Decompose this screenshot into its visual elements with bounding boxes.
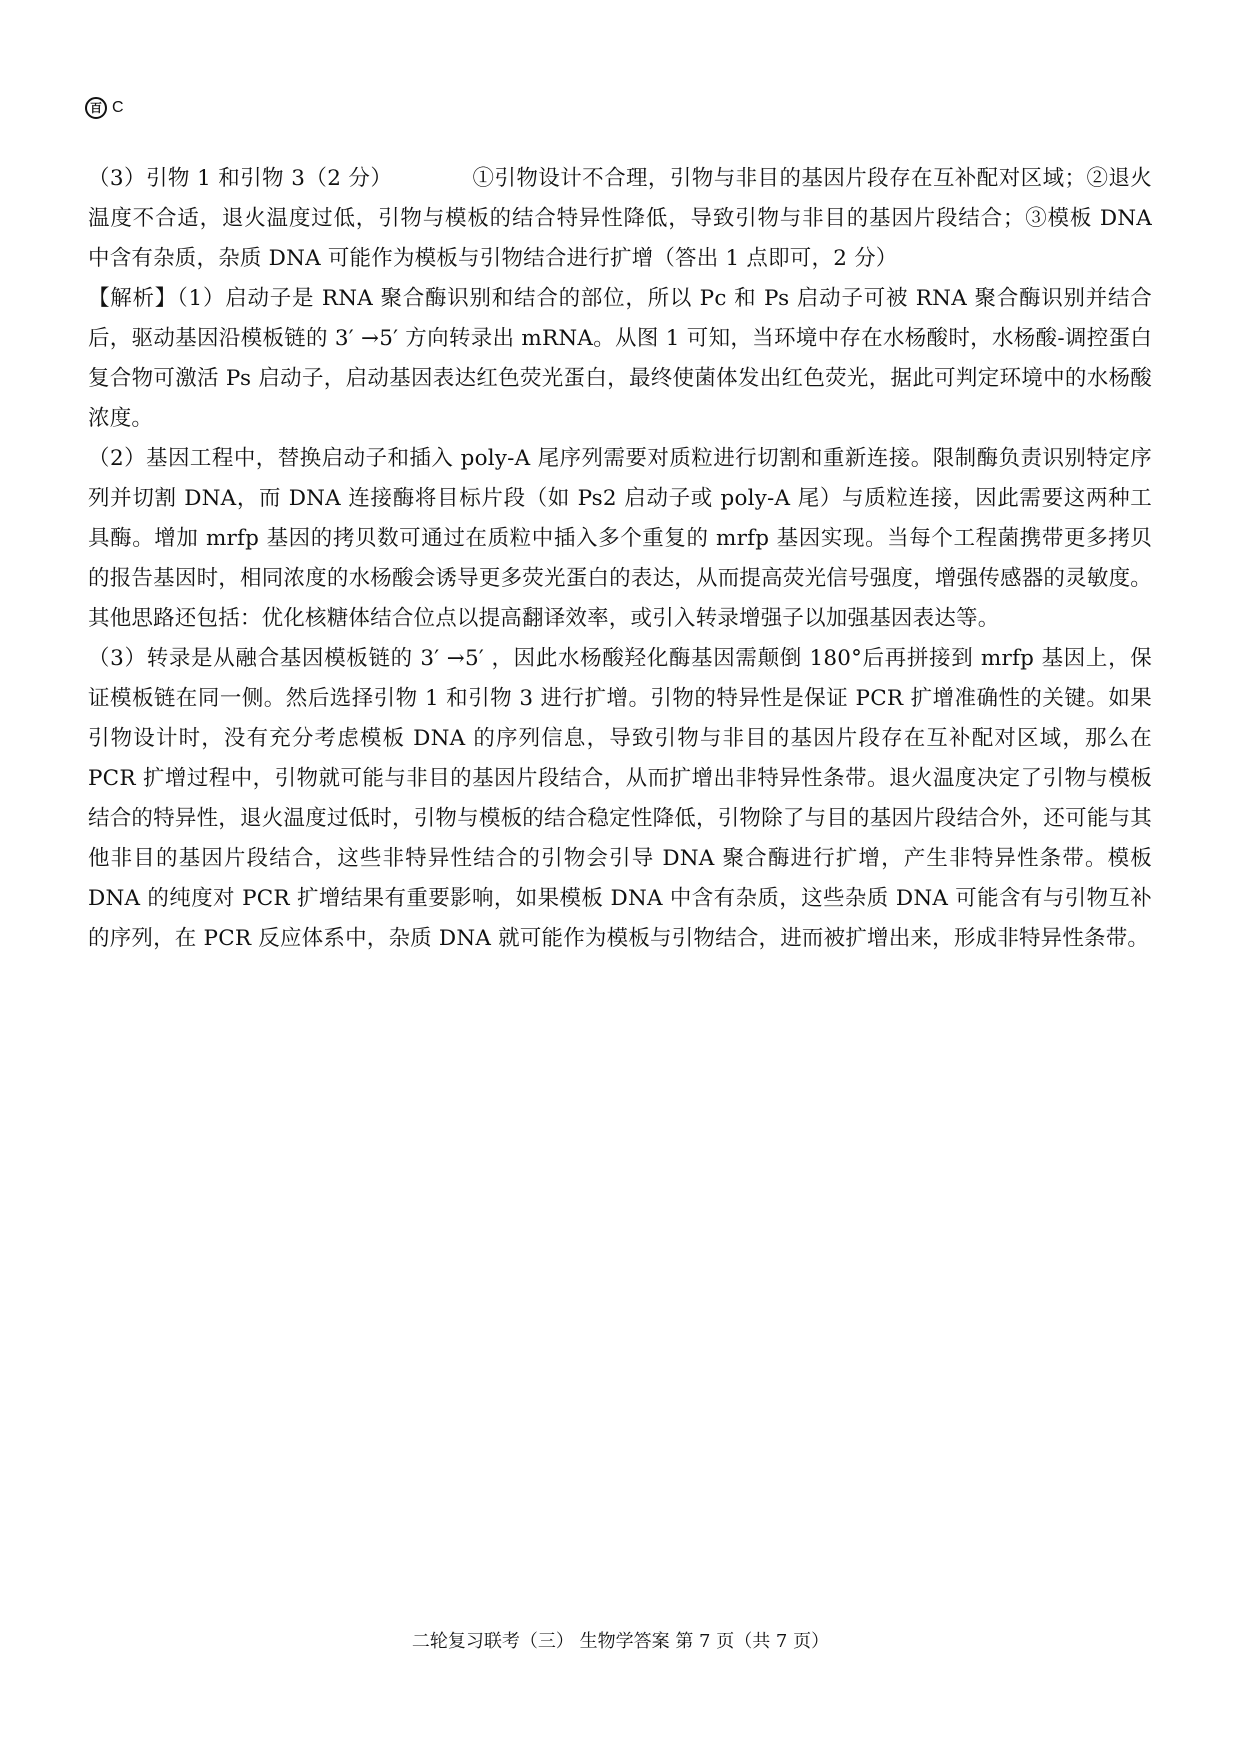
analysis-paragraph-3: （3）转录是从融合基因模板链的 3′ →5′ ，因此水杨酸羟化酶基因需颠倒 180°后再拼接到 mrfp 基因上，保证模板链在同一侧。然后选择引物 1 和引物 3 进行扩增。引物的特异性是保证 PCR 扩增准确性的关键。如果引物设计时，没有充分考虑模板 DNA 的序列信息，导致引物与非目的基因片段存在互补配对区域，那么在 PCR 扩增过程中，引物就可能与非目的基因片段结合，从而扩增出非特异性条带。退火温度决定了引物与模板结合的特异性，退火温度过低时，引物与模板的结合稳定性降低，引物除了与目的基因片段结合外，还可能与其他非目的基因片段结合，这些非特异性结合的引物会引导 DNA 聚合酶进行扩增，产生非特异性条带。模板 DNA 的纯度对 PCR 扩增结果有重要影响，如果模板 DNA 中含有杂质，这些杂质 DNA 可能含有与引物互补的序列，在 PCR 反应体系中，杂质 DNA 就可能作为模板与引物结合，进而被扩增出来，形成非特异性条带。 xyxy=(88,646,1152,951)
logo-mark-icon: 百 xyxy=(85,97,107,119)
answer-text: ①引物设计不合理，引物与非目的基因片段存在互补配对区域；②退火温度不合适，退火温度过低，引物与模板的结合特异性降低，导致引物与非目的基因片段结合；③模板 DNA 中含有杂质，杂质 DNA 可能作为模板与引物结合进行扩增（答出 1 点即可，2 分） xyxy=(88,166,1152,271)
analysis-paragraph-1: 【解析】（1）启动子是 RNA 聚合酶识别和结合的部位，所以 Pc 和 Ps 启动子可被 RNA 聚合酶识别并结合后，驱动基因沿模板链的 3′ →5′ 方向转录出 mRNA。从图 1 可知，当环境中存在水杨酸时，水杨酸-调控蛋白复合物可激活 Ps 启动子，启动基因表达红色荧光蛋白，最终使菌体发出红色荧光，据此可判定环境中的水杨酸浓度。 xyxy=(88,286,1152,431)
answer-paragraph xyxy=(88,159,1152,279)
logo-letter: C xyxy=(112,99,124,116)
page-footer: 二轮复习联考（三） 生物学答案 第 7 页（共 7 页） xyxy=(411,1631,830,1652)
analysis-paragraph-2: （2）基因工程中，替换启动子和插入 poly-A 尾序列需要对质粒进行切割和重新连接。限制酶负责识别特定序列并切割 DNA，而 DNA 连接酶将目标片段（如 Ps2 启动子或 poly-A 尾）与质粒连接，因此需要这两种工具酶。增加 mrfp 基因的拷贝数可通过在质粒中插入多个重复的 mrfp 基因实现。当每个工程菌携带更多拷贝的报告基因时，相同浓度的水杨酸会诱导更多荧光蛋白的表达，从而提高荧光信号强度，增强传感器的灵敏度。其他思路还包括：优化核糖体结合位点以提高翻译效率，或引入转录增强子以加强基因表达等。 xyxy=(88,446,1152,631)
publisher-logo xyxy=(85,97,124,119)
answer-content xyxy=(88,159,1152,959)
answer-label: （3）引物 1 和引物 3（2 分） xyxy=(88,166,393,191)
